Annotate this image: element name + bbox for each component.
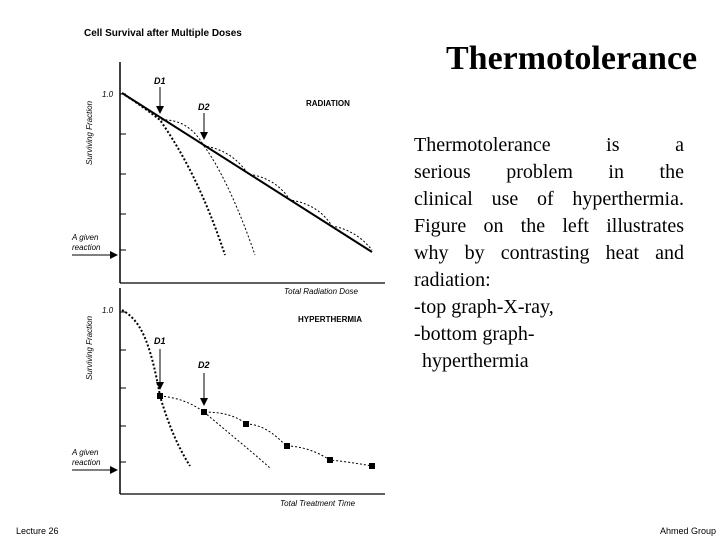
fraction-point bbox=[327, 457, 333, 463]
radiation-dose2-label: D2 bbox=[198, 102, 210, 112]
fraction-point bbox=[201, 409, 207, 415]
body-line: -top graph-X-ray, bbox=[414, 296, 554, 318]
fraction-point bbox=[284, 443, 290, 449]
hyperthermia-y-tick-label: 1.0 bbox=[102, 306, 114, 315]
radiation-y-ticks bbox=[120, 94, 126, 250]
hyperthermia-dose2-label: D2 bbox=[198, 360, 210, 370]
radiation-reaction-label-1: A given bbox=[72, 233, 99, 242]
fraction-point bbox=[157, 393, 163, 399]
hyperthermia-x-axis-label: Total Treatment Time bbox=[280, 499, 356, 508]
hyperthermia-panel bbox=[71, 288, 385, 508]
body-line: why by contrasting heat and bbox=[414, 242, 684, 264]
footer-right: Ahmed Group bbox=[660, 526, 717, 536]
radiation-y-axis-label: Surviving Fraction bbox=[85, 100, 94, 165]
fraction-point bbox=[369, 463, 375, 469]
radiation-y-tick-label: 1.0 bbox=[102, 90, 114, 99]
hyperthermia-fraction-points bbox=[157, 393, 375, 469]
body-line: -bottom graph- bbox=[414, 323, 535, 345]
hyperthermia-fractionated-curve bbox=[160, 396, 372, 466]
radiation-first-fraction-curve bbox=[122, 93, 225, 255]
body-line: serious problem in the bbox=[414, 161, 684, 183]
body-line: clinical use of hyperthermia. bbox=[414, 188, 684, 210]
hyperthermia-y-axis-label: Surviving Fraction bbox=[85, 315, 94, 380]
hyperthermia-second-dose-curve bbox=[204, 412, 270, 468]
radiation-panel-label: RADIATION bbox=[306, 99, 350, 108]
figure-heading: Cell Survival after Multiple Doses bbox=[84, 28, 242, 39]
body-line: Figure on the left illustrates bbox=[414, 215, 684, 237]
radiation-x-axis-label: Total Radiation Dose bbox=[284, 287, 358, 296]
body-line: hyperthermia bbox=[422, 350, 529, 372]
hyperthermia-first-dose-curve bbox=[122, 310, 190, 466]
body-line: Thermotolerance is a bbox=[414, 134, 684, 156]
slide-title: Thermotolerance bbox=[446, 40, 698, 77]
hyperthermia-panel-label: HYPERTHERMIA bbox=[298, 315, 363, 324]
fraction-point bbox=[243, 421, 249, 427]
radiation-panel bbox=[71, 62, 385, 296]
footer-left: Lecture 26 bbox=[16, 526, 59, 536]
hyperthermia-reaction-label-2: reaction bbox=[72, 458, 101, 467]
body-line: radiation: bbox=[414, 269, 491, 291]
hyperthermia-reaction-label-1: A given bbox=[72, 448, 99, 457]
radiation-dose1-label: D1 bbox=[154, 76, 166, 86]
hyperthermia-y-ticks bbox=[120, 312, 126, 462]
radiation-reaction-label-2: reaction bbox=[72, 243, 101, 252]
hyperthermia-dose1-label: D1 bbox=[154, 336, 166, 346]
